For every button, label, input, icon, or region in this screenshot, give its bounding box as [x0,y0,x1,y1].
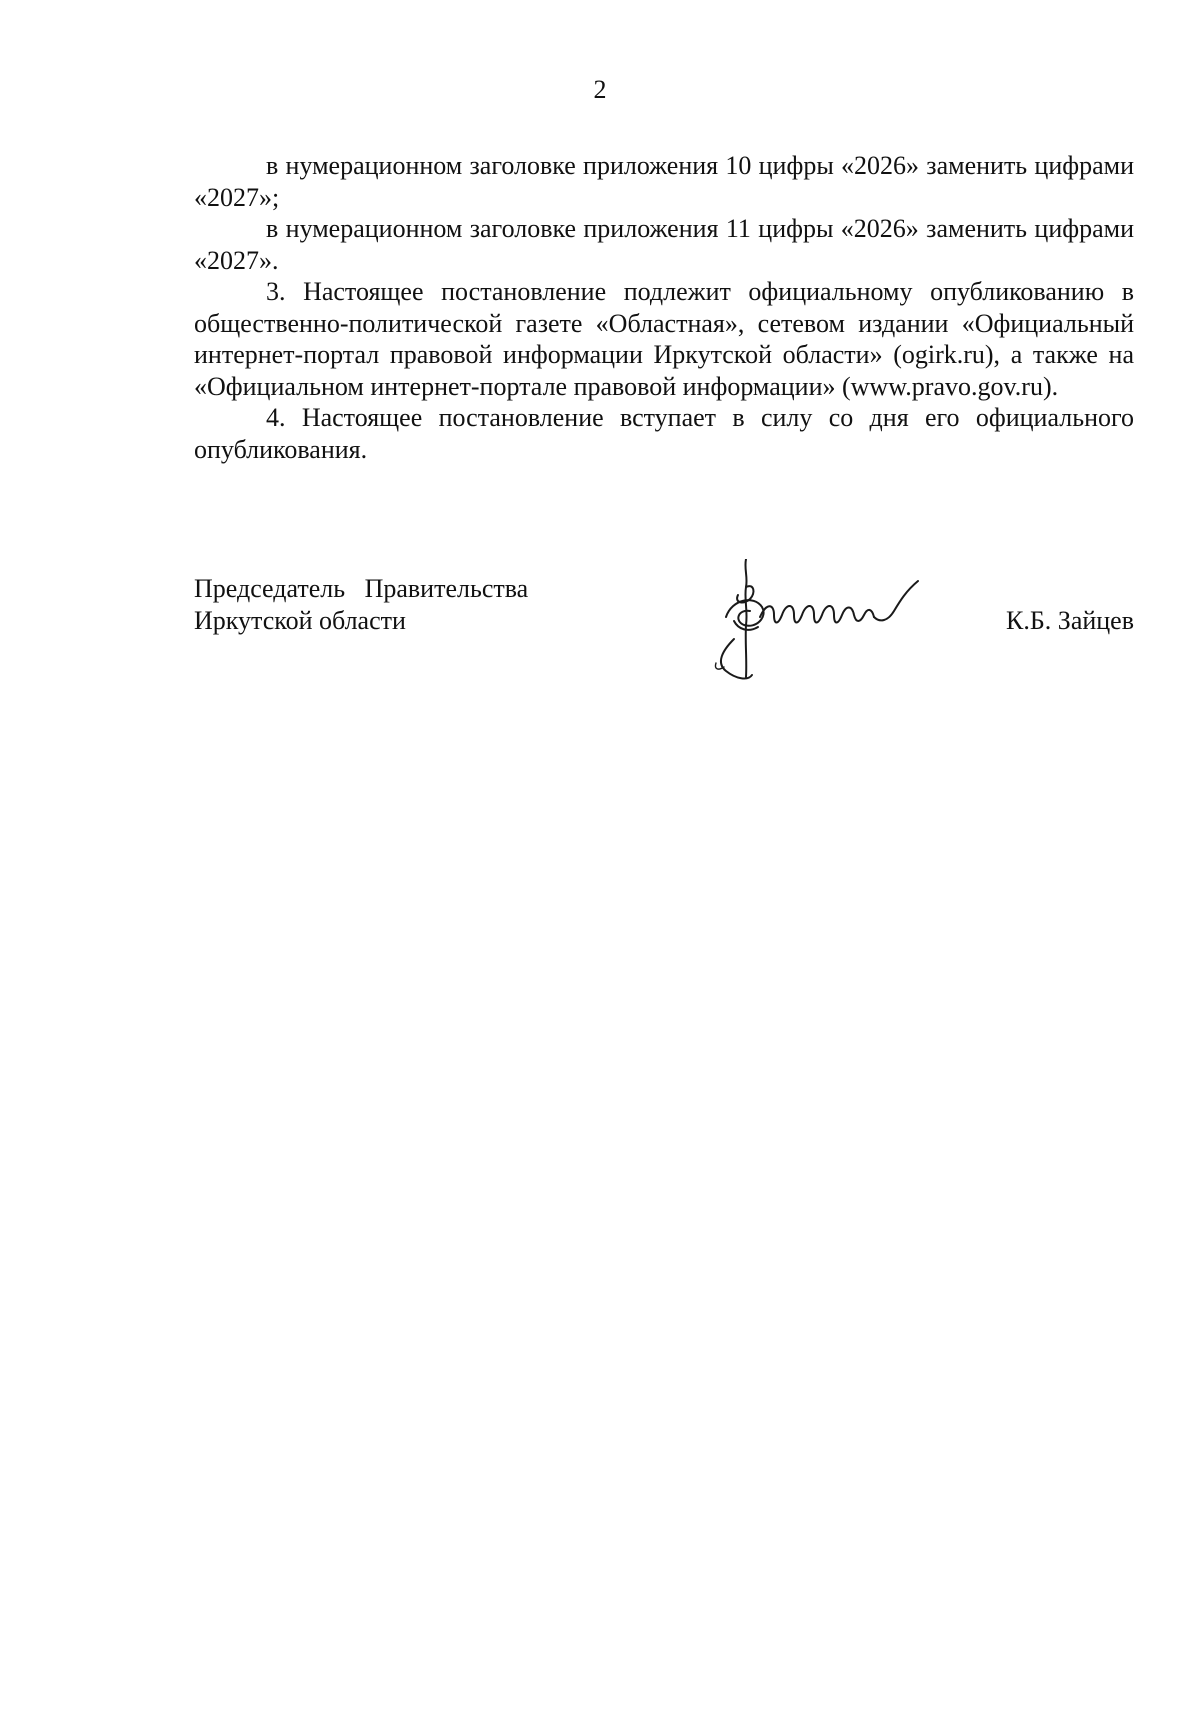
handwritten-signature-icon [704,559,944,689]
page-number: 2 [593,75,607,104]
paragraph-publication: 3. Настоящее постановление подлежит официальному опубликованию в общественно-политической газете «Областная», сетевом издании «Официальный интернет-портал правовой информации Иркутской области» (ogirk.ru), а также на «Официальном интернет-портале правовой информации» (www.pravo.gov.ru). [194,277,1134,401]
signatory-title [194,573,528,636]
signature-block [194,573,1134,703]
paragraph-appendix-11: в нумерационном заголовке приложения 11 цифры «2026» заменить цифрами «2027». [194,214,1134,275]
paragraph-appendix-10: в нумерационном заголовке приложения 10 цифры «2026» заменить цифрами «2027»; [194,151,1134,212]
document-body [194,150,1134,465]
signatory-title-line-2: Иркутской области [194,605,406,635]
paragraph-entry-into-force: 4. Настоящее постановление вступает в силу со дня его официального опубликования. [194,403,1134,464]
signatory-title-line-1: Председатель Правительства [194,574,529,603]
signatory-name: К.Б. Зайцев [1006,605,1134,635]
